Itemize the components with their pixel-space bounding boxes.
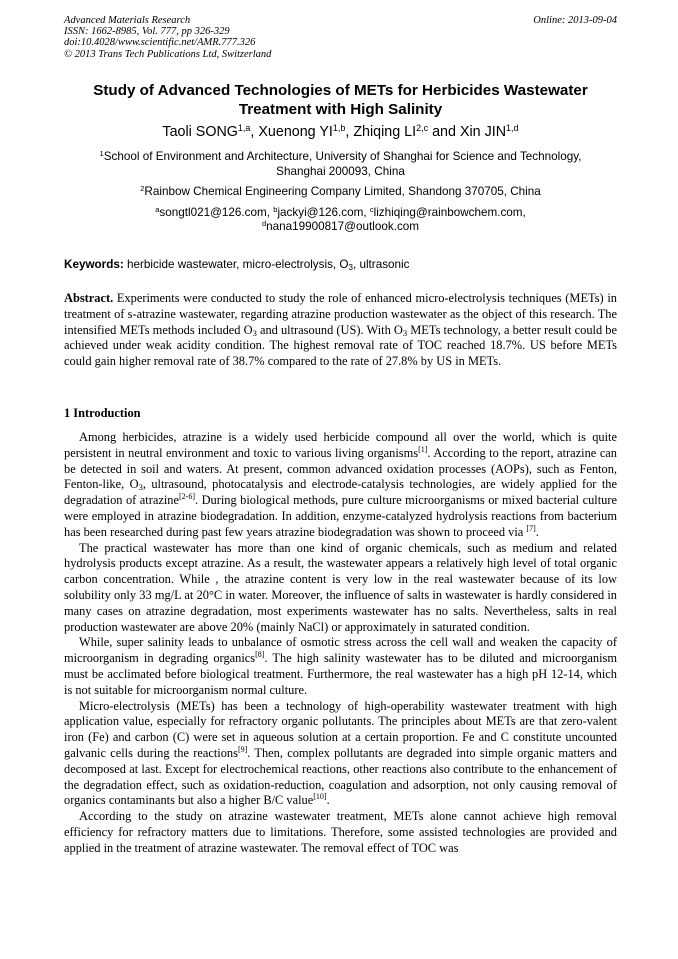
affiliation-text: Shanghai 200093, China [276,165,405,178]
author-name: Zhiqing LI [353,124,417,140]
citation[interactable]: [9] [237,744,248,754]
section-heading: 1 Introduction [64,406,141,420]
email-link[interactable]: lizhiqing@rainbowchem.com, [373,206,526,219]
affiliation-marker: 2 [140,184,145,193]
author-conjunction: and [432,124,456,140]
author-superscript: 1,d [506,123,519,133]
citation[interactable]: [10] [313,792,327,802]
paper-title [64,81,617,119]
affiliation-text: School of Environment and Architecture, University of Shanghai for Science and Technology, [103,150,582,163]
online-date: Online: 2013-09-04 [533,15,617,26]
copyright-line: © 2013 Trans Tech Publications Ltd, Switzerland [64,48,272,60]
author-superscript: 2,c [416,123,429,133]
doi-line: doi:10.4028/www.scientific.net/AMR.777.326 [64,37,256,49]
keywords-text: herbicide wastewater, micro-electrolysis, O [127,258,349,271]
running-header [64,15,617,60]
abstract [64,291,617,370]
introduction-body [64,430,617,857]
author-superscript: 1,a [237,123,251,133]
author-superscript: 1,b [332,123,346,133]
author-name: Taoli SONG [162,124,238,140]
citation[interactable]: [7] [526,523,536,533]
keywords-text: , ultrasonic [352,258,410,271]
journal-name: Advanced Materials Research [64,15,191,26]
author-name: Xuenong YI [258,124,333,140]
email-marker: c [369,205,374,214]
abstract-text: and ultrasound (US). With O [256,322,403,337]
affiliation-1 [64,149,617,179]
citation[interactable]: [2-6] [178,492,195,502]
email-marker: d [261,219,267,228]
email-marker: b [273,205,278,214]
affiliation-marker: 1 [99,149,104,158]
citation[interactable]: [8] [255,650,265,660]
email-marker: a [155,205,160,214]
paragraph: While, super salinity leads to unbalance of osmotic stress across the cell wall and weaken the capacity of microorganism in degrading organics[8]. The high salinity wastewater has to be diluted and microorganism must be acclimated before biological treatment. Furthermore, the real wastewater has a high pH 12-14, which is not suitable for microorganism normal culture. [64,635,617,697]
subscript: 3 [252,327,257,338]
citation[interactable]: [1] [418,444,428,454]
paragraph: The practical wastewater has more than one kind of organic chemicals, such as medium and related hydrolysis products except atrazine. As a result, the wastewater appears a relatively high level of total organic carbon concentration. While , the atrazine content is very low in the real wastewater because of its low solubility only 33 mg/L at 20°C in water. Moreover, the influence of salts in wastewater is hardly considered in many cases on atrazine degradation, most experiments wastewater has no salts. Nevertheless, salts in real production wastewater are above 20% (mainly NaCl) or approximately in saturated condition. [64,540,617,634]
abstract-text: Experiments were conducted to study the role of enhanced micro-electrolysis techniques (METs) in treatment of s-atrazine wastewater, regarding atrazine production wastewater as the object of this research. The intensified METs methods included O [64,291,617,337]
keywords-label: Keywords: [64,258,124,271]
email-link[interactable]: songtl021@126.com, [159,206,271,219]
abstract-label: Abstract. [64,291,114,305]
issn-line: ISSN: 1662-8985, Vol. 777, pp 326-329 [64,26,230,38]
subscript: 3 [348,263,353,272]
subscript: 3 [138,482,143,493]
paragraph: According to the study on atrazine wastewater treatment, METs alone cannot achieve high removal efficiency for refractory matters due to limitations. Therefore, some assisted technologies are provided and applied in the treatment of atrazine wastewater. The removal effect of TOC was [64,809,617,855]
paragraph: Micro-electrolysis (METs) has been a technology of high-operability wastewater treatment with high application value, especially for refractory organic pollutants. The principles about METs are that zero-valent iron (Fe) and carbon (C) were set in aqueous solution at a certain proportion. Fe and C constitute uncounted galvanic cells during the reactions[9]. Then, complex pollutants are degraded into simple organic matters and decomposed at last. Except for electrochemical reactions, other reactions also contribute to the enhancement of the degradation effect, such as oxidation-reduction, coagulation and adsorption, not only causing removal of organics contaminants but also a higher B/C value[10]. [64,698,617,808]
email-link[interactable]: jackyi@126.com, [277,206,367,219]
abstract-text: METs technology, a better result could be achieved under weak acidity condition. The highest removal rate of TOC reached 18.7%. US before METs could gain higher removal rate of 38.7% compared to the rate of 27.8% by US in METs. [64,322,617,369]
subscript: 3 [402,327,408,338]
author-name: Xin JIN [459,124,507,140]
title-line-1: Study of Advanced Technologies of METs for Herbicides Wastewater [93,82,588,99]
paragraph: Among herbicides, atrazine is a widely used herbicide compound all over the world, which is quite persistent in neutral environment and toxic to various living organisms[1]. According to the report, atrazine can be detected in soil and waters. At present, common advanced oxidation processes (AOPs), such as Fenton, Fenton-like, $O_3$, ultrasound, photocatalysis and electrode-catalysis technologies, are widely applied for the degradation of atrazine[2-6]. During biological methods, pure culture microorganisms or mixed bacterial culture were employed in atrazine biodegradation. In addition, enzyme-catalyzed hydrolysis reactions from bacterium has been researched during past few years atrazine biodegradation was shown to proceed via [7]. [64,430,618,539]
affiliation-text: Rainbow Chemical Engineering Company Limited, Shandong 370705, China [144,185,541,198]
email-link[interactable]: nana19900817@outlook.com [266,220,420,233]
author-list: Taoli SONG$^{1,a}$, Xuenong YI$^{1,b}$, Zhiqing LI$^{2,c}$ and Xin JIN$^{1,d}$ [162,123,519,140]
title-line-2: Treatment with High Salinity [238,101,443,118]
keywords [64,257,617,272]
author-emails [64,206,617,234]
affiliation-2 [64,184,617,199]
